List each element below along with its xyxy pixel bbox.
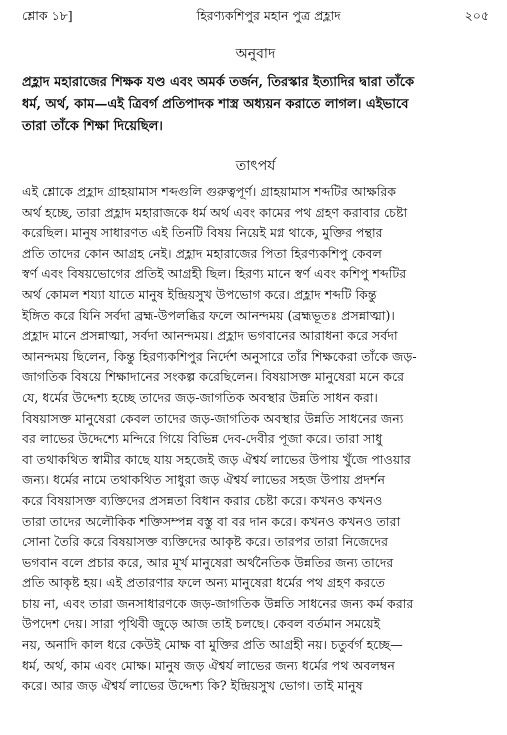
chapter-title: হিরণ্যকশিপুর মহান পুত্র প্রহ্লাদ [196,8,341,23]
translation-line: তারা তাঁকে শিক্ষা দিয়েছিল। [22,119,163,134]
purport-line: উপদেশ দেয়। সারা পৃথিবী জুড়ে আজ তাই চলছে। কেবল বর্তমান সময়েই [22,616,381,632]
page-number: ২০৫ [464,8,489,23]
purport-line: করে। আর জড় ঐশ্বর্য লাভের উদ্দেশ্য কি? ইন্দ্রিয়সুখ ভোগ। তাই মানুষ [22,678,363,694]
purport-line: প্রতি তাদের কোন আগ্রহ নেই। প্রহ্লাদ মহারাজের পিতা হিরণ্যকশিপু কেবল [22,245,382,261]
verse-reference: শ্লোক ১৮] [22,8,73,23]
translation-line: ধর্ম, অর্থ, কাম—এই ত্রিবর্গ প্রতিপাদক শাস্ত্র অধ্যয়ন করাতে লাগল। এইভাবে [22,97,409,112]
purport-heading: তাৎপর্য [235,158,276,174]
purport-line: অর্থ কোমল শয্যা যাতে মানুষ ইন্দ্রিয়সুখ উপভোগ করে। প্রহ্লাদ শব্দটি কিন্তু [22,286,377,302]
purport-line: তারা তাদের অলৌকিক শক্তিসম্পন্ন বস্তু বা বর দান করে। কখনও কখনও তারা [22,513,401,529]
purport-line: ধর্ম, অর্থ, কাম এবং মোক্ষ। মানুষ জড় ঐশ্বর্য লাভের জন্য ধর্মের পথ অবলম্বন [22,657,395,673]
purport-line: করে বিষয়াসক্ত ব্যক্তিদের প্রসন্নতা বিধান করার চেষ্টা করে। কখনও কখনও [22,492,383,508]
purport-line: বা তথাকথিত স্বামীর কাছে যায় সহজেই জড় ঐশ্বর্য লাভের উপায় খুঁজে পাওয়ার [22,451,411,467]
purport-line: নয়, অনাদি কাল ধরে কেউই মোক্ষ বা মুক্তির প্রতি আগ্রহী নয়। চতুর্বর্গ হচ্ছে— [22,637,403,653]
purport-line: করেছিল। মানুষ সাধারণত এই তিনটি বিষয় নিয়েই মগ্ন থাকে, মুক্তির পন্থার [22,225,383,241]
purport-line: প্রহ্লাদ মানে প্রসন্নাত্মা, সর্বদা আনন্দময়। প্রহ্লাদ ভগবানের আরাধনা করে সর্বদা [22,328,398,344]
running-header [22,8,489,32]
purport-line: বিষয়াসক্ত মানুষেরা কেবল তাদের জড়-জাগতিক অবস্থার উন্নতি সাধনের জন্য [22,410,404,426]
purport-line: বর লাভের উদ্দেশ্যে মন্দিরে গিয়ে বিভিন্ন দেব-দেবীর পূজা করে। তারা সাধু [22,431,383,447]
purport-line: স্বর্ণ এবং বিষয়ভোগের প্রতিই আগ্রহী ছিল। হিরণ্য মানে স্বর্ণ এবং কশিপু শব্দটির [22,266,407,282]
translation-line: প্রহ্লাদ মহারাজের শিক্ষক যণ্ড এবং অমর্ক তর্জন, তিরস্কার ইত্যাদির দ্বারা তাঁকে [22,75,415,90]
purport-text [22,182,489,697]
purport-line: এই শ্লোকে প্রহ্লাদ গ্রাহয়ামাস শব্দগুলি গুরুত্বপূর্ণ। গ্রাহয়ামাস শব্দটির আক্ষরিক [22,184,397,199]
purport-line: অর্থ হচ্ছে, তারা প্রহ্লাদ মহারাজকে ধর্ম অর্থ এবং কামের পথ গ্রহণ করাবার চেষ্টা [22,204,408,220]
purport-line: ইঙ্গিত করে যিনি সর্বদা ব্রহ্ম-উপলব্ধির ফলে আনন্দময় (ব্রহ্মভূতঃ প্রসন্নাত্মা)। [22,307,395,323]
purport-line: প্রতি আকৃষ্ট হয়। এই প্রতারণার ফলে অন্য মানুষেরা ধর্মের পথ গ্রহণ করতে [22,575,385,591]
purport-line: জন্য। ধর্মের নামে তথাকথিত সাধুরা জড় ঐশ্বর্য লাভের সহজ উপায় প্রদর্শন [22,472,385,488]
purport-line: সোনা তৈরি করে বিষয়াসক্ত ব্যক্তিদের আকৃষ্ট করে। তারপর তারা নিজেদের [22,534,389,550]
translation-heading: অনুবাদ [235,46,276,62]
purport-line: ভগবান বলে প্রচার করে, আর মূর্খ মানুষেরা অর্থনৈতিক উন্নতির জন্য তাদের [22,554,394,570]
purport-line: চায় না, এবং তারা জনসাধারণকে জড়-জাগতিক উন্নতি সাধনের জন্য কর্ম করার [22,595,414,611]
purport-line: যে, ধর্মের উদ্দেশ্য হচ্ছে তাদের জড়-জাগতিক অবস্থার উন্নতি সাধন করা। [22,389,378,405]
purport-line: আনন্দময় ছিলেন, কিন্তু হিরণ্যকশিপুর নির্দেশ অনুসারে তাঁর শিক্ষকেরা তাঁকে জড়- [22,348,417,364]
translation-text [22,72,489,138]
purport-line: জাগতিক বিষয়ে শিক্ষাদানের সংকল্প করেছিলেন। বিষয়াসক্ত মানুষেরা মনে করে [22,369,405,385]
